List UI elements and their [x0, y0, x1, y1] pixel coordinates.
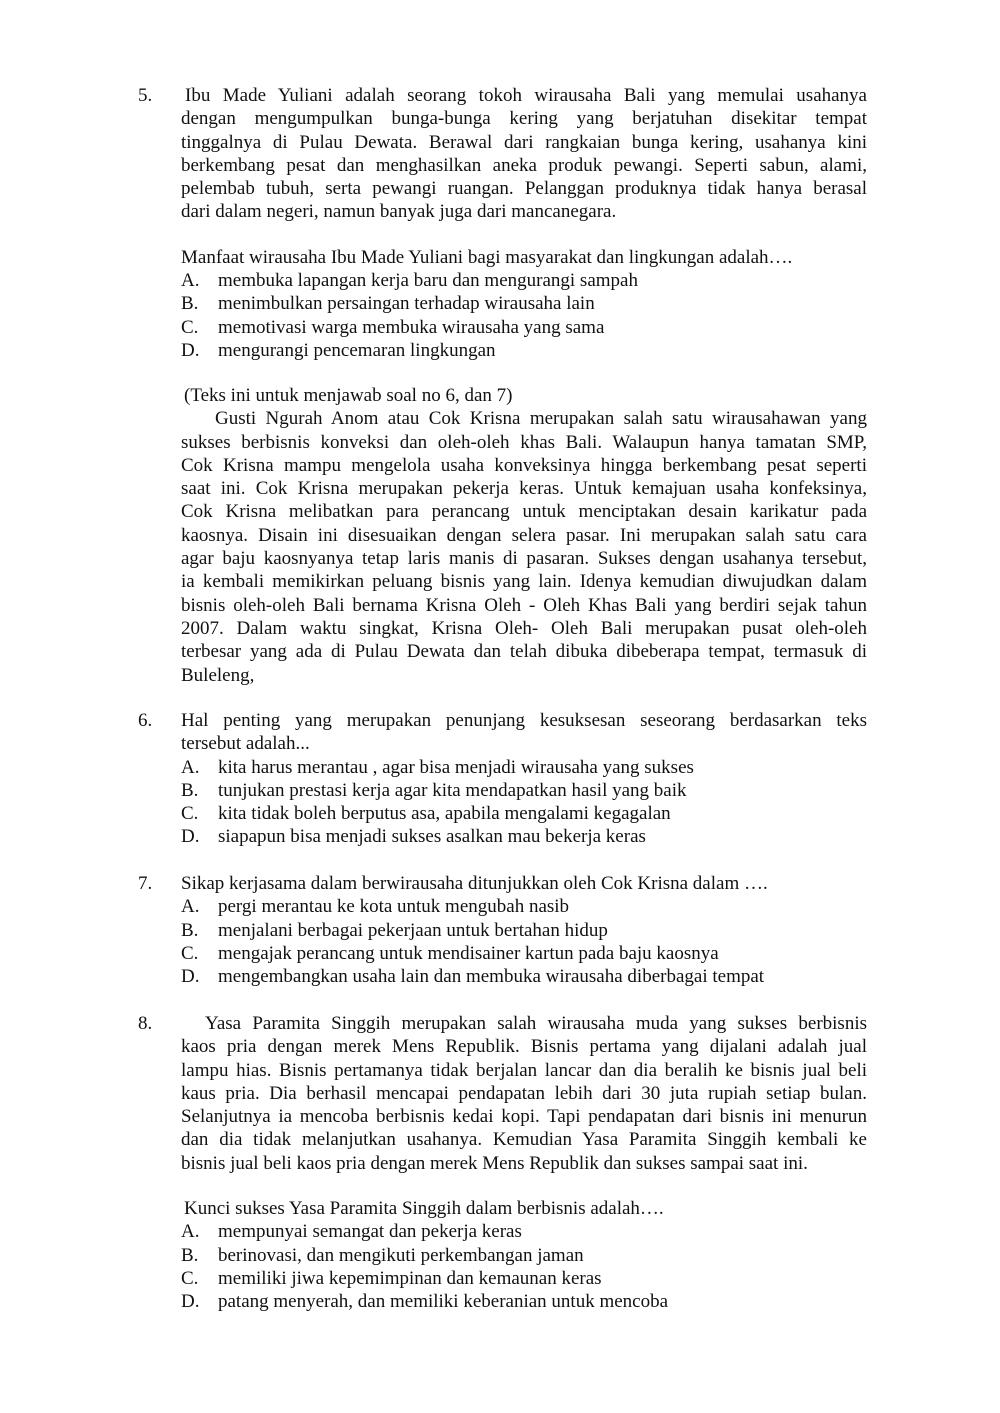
question-number: 8. [138, 1013, 153, 1034]
passage-line: agar baju kaosnyanya tetap laris manis di pasaran. Sukses dengan usahanya tersebut, [181, 548, 867, 570]
question-number: 6. [138, 710, 153, 731]
reading-passage [181, 384, 874, 687]
option-a[interactable]: A. mempunyai semangat dan pekerja keras [181, 1221, 522, 1243]
option-c[interactable]: C. memotivasi warga membuka wirausaha yang sama [181, 316, 605, 338]
option-c[interactable]: C. memiliki jiwa kepemimpinan dan kemaunan keras [181, 1267, 602, 1289]
question-8-passage [181, 1012, 867, 1314]
passage-line: ia kembali memikirkan peluang bisnis yang lain. Idenya kemudian diwujudkan dalam [181, 571, 867, 593]
option-b[interactable]: B. tunjukan prestasi kerja agar kita mendapatkan hasil yang baik [181, 779, 687, 801]
option-a[interactable]: A. kita harus merantau , agar bisa menjadi wirausaha yang sukses [181, 756, 694, 778]
question-stem: Sikap kerjasama dalam berwirausaha ditunjukkan oleh Cok Krisna dalam …. [181, 873, 768, 894]
passage-line: dengan mengumpulkan bunga-bunga kering yang berjatuhan disekitar tempat [181, 108, 867, 130]
passage-line: berkembang pesat dan menghasilkan aneka produk pewangi. Seperti sabun, alami, [181, 154, 867, 176]
question-6-body [181, 709, 867, 849]
passage-line: tinggalnya di Pulau Dewata. Berawal dari rangkaian bunga kering, usahanya kini [181, 131, 867, 153]
passage-line: Ibu Made Yuliani adalah seorang tokoh wirausaha Bali yang memulai usahanya [185, 85, 867, 106]
passage-line: kaos pria dengan merek Mens Republik. Bisnis pertama yang dijalani adalah jual [181, 1036, 867, 1058]
reading-note: (Teks ini untuk menjawab soal no 6, dan 7) [184, 385, 513, 406]
passage-line: Buleleng, [181, 664, 255, 686]
passage-line: pelembab tubuh, serta pewangi ruangan. Pelanggan produknya tidak hanya berasal [181, 178, 867, 200]
option-b[interactable]: B. menimbulkan persaingan terhadap wirausaha lain [181, 293, 595, 315]
passage-line: bisnis oleh-oleh Bali bernama Krisna Oleh - Oleh Khas Bali yang berdiri sejak tahun [181, 594, 867, 616]
passage-line: terbesar yang ada di Pulau Dewata dan telah dibuka dibeberapa tempat, termasuk di [181, 641, 867, 663]
question-7 [138, 872, 868, 988]
passage-line: Selanjutnya ia mencoba berbisnis kedai kopi. Tapi pendapatan dari bisnis ini menurun [181, 1106, 867, 1128]
passage-line: Cok Krisna melibatkan para perancang untuk menciptakan desain karikatur pada [181, 501, 867, 523]
passage-line: Cok Krisna mampu mengelola usaha konveksinya hingga berkembang pesat seperti [181, 454, 867, 476]
passage-line: dan dia tidak melanjutkan usahanya. Kemudian Yasa Paramita Singgih kembali ke [181, 1129, 867, 1151]
question-6 [138, 709, 868, 849]
question-stem: tersebut adalah... [181, 733, 310, 755]
question-stem: Hal penting yang merupakan penunjang kesuksesan seseorang berdasarkan teks [181, 710, 867, 731]
option-a[interactable]: A. pergi merantau ke kota untuk mengubah nasib [181, 896, 570, 918]
question-stem: Kunci sukses Yasa Paramita Singgih dalam berbisnis adalah…. [184, 1198, 664, 1220]
passage-line: sukses berbisnis konveksi dan oleh-oleh khas Bali. Walaupun hanya tamatan SMP, [181, 431, 867, 453]
option-c[interactable]: C. mengajak perancang untuk mendisainer kartun pada baju kaosnya [181, 942, 719, 964]
option-d[interactable]: D. mengembangkan usaha lain dan membuka wirausaha diberbagai tempat [181, 966, 765, 988]
passage-line: kaus pria. Dia berhasil mencapai pendapatan lebih dari 30 juta rupiah setiap bulan. [181, 1082, 867, 1104]
passage-line: lampu hias. Bisnis pertamanya tidak berjalan lancar dan dia beralih ke bisnis jual beli [181, 1059, 867, 1081]
passage-line: Yasa Paramita Singgih merupakan salah wirausaha muda yang sukses berbisnis [205, 1013, 867, 1034]
question-8 [138, 1012, 868, 1314]
passage-line: bisnis jual beli kaos pria dengan merek Mens Republik dan sukses sampai saat ini. [181, 1152, 808, 1174]
question-number: 7. [138, 873, 153, 894]
option-d[interactable]: D. patang menyerah, dan memiliki keberanian untuk mencoba [181, 1291, 669, 1313]
option-d[interactable]: D. siapapun bisa menjadi sukses asalkan mau bekerja keras [181, 826, 646, 848]
question-5-passage [181, 84, 867, 362]
passage-line: saat ini. Cok Krisna merupakan pekerja keras. Untuk kemajuan usaha konfeksinya, [181, 478, 867, 500]
question-number: 5. [138, 85, 153, 106]
option-b[interactable]: B. berinovasi, dan mengikuti perkembangan jaman [181, 1244, 584, 1266]
option-c[interactable]: C. kita tidak boleh berputus asa, apabila mengalami kegagalan [181, 803, 671, 825]
question-7-body [181, 872, 867, 988]
option-d[interactable]: D. mengurangi pencemaran lingkungan [181, 339, 496, 361]
passage-line: dari dalam negeri, namun banyak juga dari mancanegara. [181, 201, 617, 223]
passage-line: 2007. Dalam waktu singkat, Krisna Oleh- Oleh Bali merupakan pusat oleh-oleh [181, 617, 867, 639]
question-stem: Manfaat wirausaha Ibu Made Yuliani bagi masyarakat dan lingkungan adalah…. [181, 246, 793, 268]
option-b[interactable]: B. menjalani berbagai pekerjaan untuk bertahan hidup [181, 919, 608, 941]
option-a[interactable]: A. membuka lapangan kerja baru dan mengurangi sampah [181, 270, 638, 292]
question-5 [138, 84, 868, 362]
passage-line: Gusti Ngurah Anom atau Cok Krisna merupakan salah satu wirausahawan yang [215, 408, 867, 430]
passage-line: kaosnya. Disain ini disesuaikan dengan selera pasar. Ini merupakan salah satu cara [181, 524, 867, 546]
